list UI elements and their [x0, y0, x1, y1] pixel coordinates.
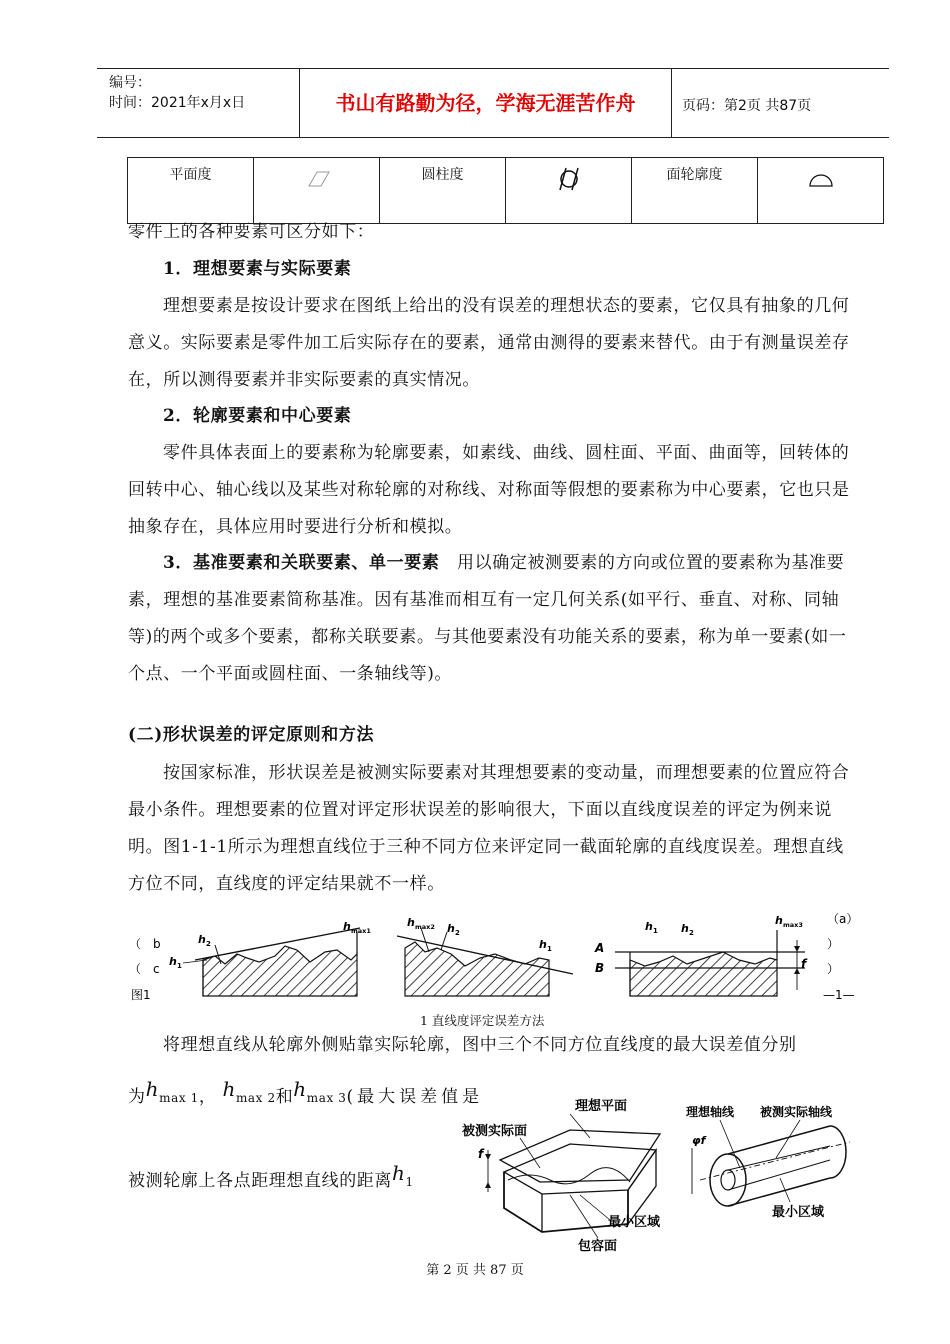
- symbol-label-cell: 圆柱度: [380, 158, 506, 224]
- fig-left-mark: （ b: [129, 937, 161, 951]
- svg-text:h: h: [407, 916, 415, 929]
- svg-text:1: 1: [177, 962, 182, 970]
- svg-text:1: 1: [653, 927, 658, 935]
- fig-right-mark: ）: [827, 962, 840, 976]
- fig-left-mark: （ c: [129, 962, 160, 976]
- cylindricity-icon: [549, 164, 589, 194]
- svg-text:最小区域: 最小区域: [772, 1205, 825, 1220]
- fig-right-mark: —1—: [823, 988, 855, 1002]
- section-title-2: 2．轮廓要素和中心要素: [163, 406, 352, 426]
- fig-right-mark: ）: [827, 937, 840, 951]
- figure-panel-a: [594, 914, 808, 996]
- page-info: 页码：第2页 共87页: [682, 98, 812, 114]
- svg-text:被测实际面: 被测实际面: [462, 1124, 528, 1139]
- flatness-figure: [460, 1090, 680, 1252]
- svg-text:2: 2: [206, 940, 211, 948]
- svg-text:h: h: [681, 922, 689, 935]
- page-header: [97, 68, 889, 138]
- svg-text:1: 1: [547, 945, 552, 953]
- header-left-cell: [97, 69, 300, 137]
- svg-text:2: 2: [689, 929, 694, 937]
- svg-text:B: B: [595, 961, 605, 975]
- time-label: 时间：2021年x月x日: [109, 95, 246, 111]
- svg-text:h: h: [198, 933, 206, 946]
- symbol-label-cell: 面轮廓度: [632, 158, 758, 224]
- code-label: 编号：: [109, 75, 151, 91]
- motto-text: 书山有路勤为径，学海无涯苦作舟: [335, 91, 636, 115]
- svg-text:f: f: [478, 1147, 484, 1161]
- fig-left-mark: 图1: [131, 988, 151, 1002]
- figure-caption: 1 直线度评定误差方法: [420, 1013, 545, 1028]
- svg-text:h: h: [645, 920, 653, 933]
- section-text-form-error: 按国家标准，形状误差是被测实际要素对其理想要素的变动量，而理想要素的位置应符合最小条件。理想要素的位置对评定形状误差的影响很大，下面以直线度误差的评定为例来说明。图1-1-1所示为理想直线位于三种不同方位来评定同一截面轮廓的直线度误差。理想直线方位不同，直线度的评定结果就不一样。: [128, 763, 850, 894]
- svg-text:包容面: 包容面: [578, 1239, 618, 1252]
- paragraph-last-3: 被测轮廓上各点距理想直线的距离h1: [128, 1161, 414, 1191]
- svg-text:被测实际轴线: 被测实际轴线: [760, 1105, 833, 1119]
- figure-panel-c: [397, 916, 573, 996]
- svg-text:最小区域: 最小区域: [608, 1215, 661, 1230]
- figure-panel-b: [169, 920, 371, 996]
- section-heading-2: (二)形状误差的评定原则和方法: [128, 725, 375, 745]
- svg-text:h: h: [539, 938, 547, 951]
- svg-text:h: h: [169, 955, 177, 968]
- svg-text:h: h: [343, 920, 351, 933]
- svg-text:A: A: [595, 941, 605, 955]
- axis-straightness-figure: [680, 1098, 870, 1228]
- page-footer: 第 2 页 共 87 页: [426, 1263, 524, 1278]
- section-text-1: 理想要素是按设计要求在图纸上给出的没有误差的理想状态的要素，它仅具有抽象的几何意义。实际要素是零件加工后实际存在的要素，通常由测得的要素来替代。由于有测量误差存在，所以测得要素并非实际要素的真实情况。: [128, 296, 850, 390]
- header-right-cell: [671, 69, 890, 137]
- svg-text:max2: max2: [415, 923, 435, 931]
- section-title-1: 1．理想要素与实际要素: [163, 259, 352, 279]
- svg-text:理想平面: 理想平面: [575, 1099, 628, 1114]
- paragraph-last: 将理想直线从轮廓外侧贴靠实际轮廓，图中三个不同方位直线度的最大误差值分别: [163, 1035, 797, 1055]
- fig-right-mark: （a）: [827, 912, 859, 926]
- symbol-label-cell: 平面度: [128, 158, 254, 224]
- intro-text: 零件上的各种要素可区分如下：: [128, 222, 375, 242]
- section-text-2: 零件具体表面上的要素称为轮廓要素，如素线、曲线、圆柱面、平面、曲面等，回转体的回转中心、轴心线以及某些对称轮廓的对称线、对称面等假想的要素称为中心要素，它也只是抽象存在，具体应用时要进行分析和模拟。: [128, 443, 850, 537]
- svg-text:h: h: [447, 922, 455, 935]
- section-text-3: 用以确定被测要素的方向或位置的要素称为基准要素，理想的基准要素简称基准。因有基准而相互有一定几何关系(如平行、垂直、对称、同轴等)的两个或多个要素，都称关联要素。与其他要素没有功能关系的要素，称为单一要素(如一个点、一个平面或圆柱面、一条轴线等)。: [128, 553, 847, 684]
- svg-text:max3: max3: [783, 921, 803, 929]
- surface-profile-icon: [801, 164, 841, 194]
- svg-text:max1: max1: [351, 927, 371, 935]
- straightness-figure: [125, 908, 865, 1020]
- flatness-icon: [297, 164, 337, 194]
- svg-text:f: f: [801, 957, 807, 971]
- svg-text:2: 2: [455, 929, 460, 937]
- section-title-3: 3．基准要素和关联要素、单一要素: [163, 553, 440, 573]
- formula-line: 为hmax 1， hmax 2和hmax 3(最大误差值是: [128, 1077, 484, 1107]
- svg-text:理想轴线: 理想轴线: [686, 1105, 735, 1119]
- svg-text:φf: φf: [692, 1134, 706, 1147]
- svg-text:h: h: [775, 914, 783, 927]
- section-3: [128, 545, 858, 693]
